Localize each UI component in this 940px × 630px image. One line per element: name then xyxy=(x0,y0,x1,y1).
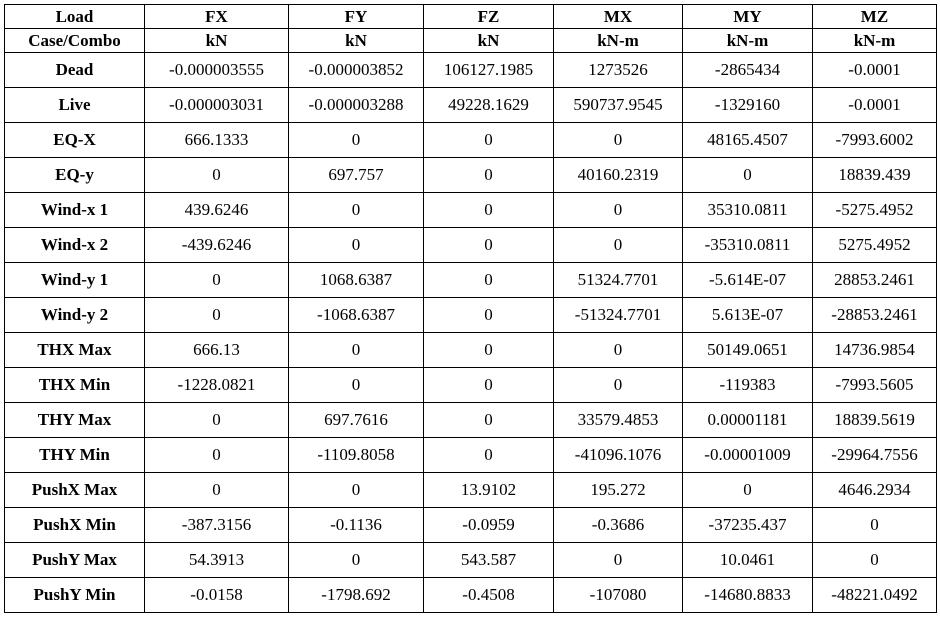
mz-cell: 18839.439 xyxy=(813,158,937,193)
mz-cell: -48221.0492 xyxy=(813,578,937,613)
my-cell: 0 xyxy=(683,158,813,193)
fy-cell: 1068.6387 xyxy=(289,263,424,298)
fz-cell: -0.4508 xyxy=(424,578,554,613)
fz-cell: 0 xyxy=(424,403,554,438)
fy-cell: 0 xyxy=(289,228,424,263)
mx-cell: 33579.4853 xyxy=(554,403,683,438)
mx-cell: 0 xyxy=(554,333,683,368)
mz-cell: -7993.6002 xyxy=(813,123,937,158)
load-case-cell: Dead xyxy=(5,53,145,88)
mx-cell: 195.272 xyxy=(554,473,683,508)
fx-cell: 0 xyxy=(145,263,289,298)
my-cell: -37235.437 xyxy=(683,508,813,543)
mz-cell: -29964.7556 xyxy=(813,438,937,473)
load-case-cell: EQ-y xyxy=(5,158,145,193)
table-row xyxy=(5,228,937,263)
unit-mz: kN-m xyxy=(813,29,937,53)
mx-cell: 0 xyxy=(554,193,683,228)
load-case-cell: EQ-X xyxy=(5,123,145,158)
my-cell: -35310.0811 xyxy=(683,228,813,263)
load-case-cell: PushX Max xyxy=(5,473,145,508)
mx-cell: -107080 xyxy=(554,578,683,613)
mz-cell: -5275.4952 xyxy=(813,193,937,228)
fy-cell: 0 xyxy=(289,543,424,578)
fz-cell: 0 xyxy=(424,193,554,228)
my-cell: -14680.8833 xyxy=(683,578,813,613)
fy-cell: 0 xyxy=(289,123,424,158)
my-cell: 10.0461 xyxy=(683,543,813,578)
header-fz: FZ xyxy=(424,5,554,29)
header-row-units xyxy=(5,29,937,53)
my-cell: -2865434 xyxy=(683,53,813,88)
fy-cell: -0.1136 xyxy=(289,508,424,543)
fy-cell: -1068.6387 xyxy=(289,298,424,333)
fx-cell: -0.0158 xyxy=(145,578,289,613)
fz-cell: 543.587 xyxy=(424,543,554,578)
header-fy: FY xyxy=(289,5,424,29)
mx-cell: 0 xyxy=(554,123,683,158)
table-row xyxy=(5,403,937,438)
table-header xyxy=(5,5,937,53)
fx-cell: 0 xyxy=(145,438,289,473)
mz-cell: 5275.4952 xyxy=(813,228,937,263)
mx-cell: -0.3686 xyxy=(554,508,683,543)
fz-cell: 0 xyxy=(424,228,554,263)
header-load: Load xyxy=(5,5,145,29)
fx-cell: -387.3156 xyxy=(145,508,289,543)
my-cell: -5.614E-07 xyxy=(683,263,813,298)
fy-cell: 0 xyxy=(289,333,424,368)
fx-cell: 0 xyxy=(145,158,289,193)
header-row-labels xyxy=(5,5,937,29)
fz-cell: -0.0959 xyxy=(424,508,554,543)
table-row xyxy=(5,508,937,543)
mz-cell: 4646.2934 xyxy=(813,473,937,508)
fy-cell: 0 xyxy=(289,368,424,403)
load-case-cell: THY Max xyxy=(5,403,145,438)
fy-cell: -0.000003852 xyxy=(289,53,424,88)
load-case-cell: Wind-x 1 xyxy=(5,193,145,228)
table-row xyxy=(5,543,937,578)
load-combination-table xyxy=(4,4,937,613)
mx-cell: 0 xyxy=(554,368,683,403)
my-cell: 5.613E-07 xyxy=(683,298,813,333)
table-row xyxy=(5,333,937,368)
header-fx: FX xyxy=(145,5,289,29)
unit-fx: kN xyxy=(145,29,289,53)
mx-cell: 51324.7701 xyxy=(554,263,683,298)
table-row xyxy=(5,53,937,88)
mx-cell: 1273526 xyxy=(554,53,683,88)
my-cell: 0.00001181 xyxy=(683,403,813,438)
fx-cell: 439.6246 xyxy=(145,193,289,228)
mz-cell: 0 xyxy=(813,508,937,543)
my-cell: -0.00001009 xyxy=(683,438,813,473)
fy-cell: -1109.8058 xyxy=(289,438,424,473)
fz-cell: 0 xyxy=(424,438,554,473)
mx-cell: 40160.2319 xyxy=(554,158,683,193)
load-case-cell: PushX Min xyxy=(5,508,145,543)
load-combination-table-container xyxy=(4,4,936,613)
unit-fz: kN xyxy=(424,29,554,53)
load-case-cell: Wind-x 2 xyxy=(5,228,145,263)
mz-cell: 0 xyxy=(813,543,937,578)
fx-cell: 54.3913 xyxy=(145,543,289,578)
table-body xyxy=(5,53,937,613)
mx-cell: 0 xyxy=(554,543,683,578)
fy-cell: 0 xyxy=(289,193,424,228)
fy-cell: -1798.692 xyxy=(289,578,424,613)
fz-cell: 49228.1629 xyxy=(424,88,554,123)
fx-cell: 0 xyxy=(145,473,289,508)
table-row xyxy=(5,368,937,403)
load-case-cell: THX Max xyxy=(5,333,145,368)
fx-cell: -0.000003031 xyxy=(145,88,289,123)
mz-cell: -7993.5605 xyxy=(813,368,937,403)
mz-cell: -28853.2461 xyxy=(813,298,937,333)
unit-fy: kN xyxy=(289,29,424,53)
unit-mx: kN-m xyxy=(554,29,683,53)
mx-cell: -51324.7701 xyxy=(554,298,683,333)
fz-cell: 13.9102 xyxy=(424,473,554,508)
load-case-cell: THX Min xyxy=(5,368,145,403)
table-row xyxy=(5,193,937,228)
fz-cell: 0 xyxy=(424,333,554,368)
fy-cell: 697.757 xyxy=(289,158,424,193)
load-case-cell: PushY Min xyxy=(5,578,145,613)
my-cell: -119383 xyxy=(683,368,813,403)
table-row xyxy=(5,88,937,123)
mz-cell: 14736.9854 xyxy=(813,333,937,368)
my-cell: 35310.0811 xyxy=(683,193,813,228)
fy-cell: 0 xyxy=(289,473,424,508)
load-case-cell: Live xyxy=(5,88,145,123)
load-case-cell: PushY Max xyxy=(5,543,145,578)
unit-my: kN-m xyxy=(683,29,813,53)
fz-cell: 106127.1985 xyxy=(424,53,554,88)
fz-cell: 0 xyxy=(424,368,554,403)
fx-cell: 666.13 xyxy=(145,333,289,368)
fx-cell: 666.1333 xyxy=(145,123,289,158)
my-cell: 0 xyxy=(683,473,813,508)
fz-cell: 0 xyxy=(424,298,554,333)
fx-cell: 0 xyxy=(145,298,289,333)
fz-cell: 0 xyxy=(424,123,554,158)
fx-cell: 0 xyxy=(145,403,289,438)
table-row xyxy=(5,123,937,158)
load-case-cell: Wind-y 2 xyxy=(5,298,145,333)
fz-cell: 0 xyxy=(424,158,554,193)
fy-cell: 697.7616 xyxy=(289,403,424,438)
header-my: MY xyxy=(683,5,813,29)
table-row xyxy=(5,578,937,613)
mx-cell: 0 xyxy=(554,228,683,263)
mx-cell: -41096.1076 xyxy=(554,438,683,473)
table-row xyxy=(5,158,937,193)
load-case-cell: Wind-y 1 xyxy=(5,263,145,298)
my-cell: 50149.0651 xyxy=(683,333,813,368)
fx-cell: -0.000003555 xyxy=(145,53,289,88)
table-row xyxy=(5,263,937,298)
table-row xyxy=(5,298,937,333)
mz-cell: -0.0001 xyxy=(813,53,937,88)
table-row xyxy=(5,438,937,473)
fz-cell: 0 xyxy=(424,263,554,298)
my-cell: -1329160 xyxy=(683,88,813,123)
mz-cell: 18839.5619 xyxy=(813,403,937,438)
header-mx: MX xyxy=(554,5,683,29)
header-case-combo: Case/Combo xyxy=(5,29,145,53)
load-case-cell: THY Min xyxy=(5,438,145,473)
table-row xyxy=(5,473,937,508)
mx-cell: 590737.9545 xyxy=(554,88,683,123)
mz-cell: 28853.2461 xyxy=(813,263,937,298)
my-cell: 48165.4507 xyxy=(683,123,813,158)
fx-cell: -1228.0821 xyxy=(145,368,289,403)
mz-cell: -0.0001 xyxy=(813,88,937,123)
fy-cell: -0.000003288 xyxy=(289,88,424,123)
header-mz: MZ xyxy=(813,5,937,29)
fx-cell: -439.6246 xyxy=(145,228,289,263)
